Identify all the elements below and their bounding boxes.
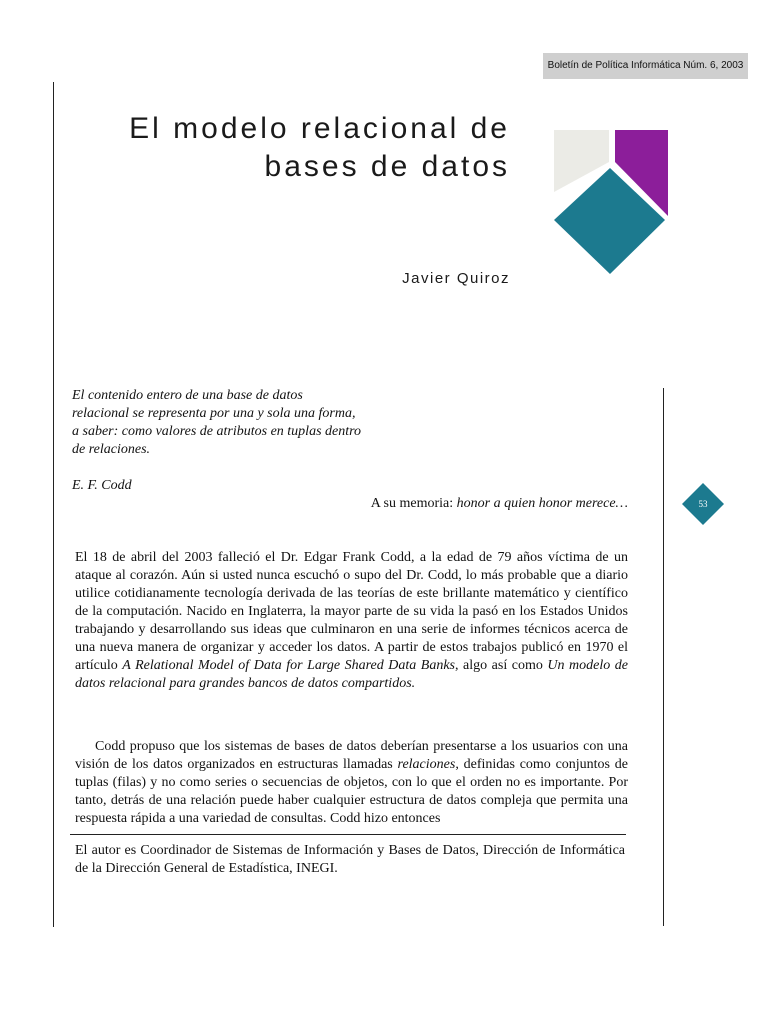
p1-text-b: , algo así como	[455, 658, 548, 673]
footnote-rule	[70, 834, 626, 835]
p2-text-a: Codd propuso que los sistemas de bases de datos deberían presentarse a los usuarios con una visión de los datos organizados en estructuras llamadas	[75, 739, 628, 772]
body-paragraph-1	[75, 549, 628, 693]
p1-article-translation: Un modelo de datos relacional para grandes bancos de datos compartidos.	[75, 658, 628, 691]
article-title	[60, 110, 510, 186]
logo-graphic	[548, 126, 672, 276]
dedication	[280, 496, 628, 512]
page-number: 53	[698, 499, 708, 509]
epigraph-attribution: E. F. Codd	[72, 478, 132, 493]
dedication-prefix: A su memoria:	[370, 496, 457, 511]
author-name: Javier Quiroz	[402, 270, 510, 287]
body-paragraph-2	[75, 738, 628, 828]
author-footnote: El autor es Coordinador de Sistemas de Información y Bases de Datos, Dirección de Informática de la Dirección General de Estadística, INEGI.	[75, 843, 625, 876]
epigraph-quote: El contenido entero de una base de datos relacional se representa por una y sola una forma, a saber: como valores de atributos en tuplas dentro de relaciones.	[72, 388, 362, 457]
p2-text-b: , definidas como conjuntos de tuplas (filas) y no como series o secuencias de objetos, con lo que el orden no es importante. Por tanto, detrás de una relación puede haber cualquier estructura de datos compleja que permita una respuesta rápida a una variedad de consultas. Codd hizo entonces	[75, 757, 628, 826]
p1-text-a: El 18 de abril del 2003 falleció el Dr. Edgar Frank Codd, a la edad de 79 años víctima de un ataque al corazón. Aún si usted nunca escuchó o supo del Dr. Codd, lo más probable que a diario utilice cotidianamente tecnología derivada de las teorías de este brillante matemático y científico de la computación. Nacido en Inglaterra, la mayor parte de su vida la pasó en los Estados Unidos trabajando y desarrollando sus ideas que culminaron en una serie de informes técnicos acerca de una nueva manera de organizar y acceder los datos. A partir de estos trabajos publicó en 1970 el artículo	[75, 550, 628, 673]
bulletin-header: Boletín de Política Informática Núm. 6, 2003	[543, 53, 748, 79]
title-line-2: bases de datos	[264, 150, 510, 183]
p1-article-title: A Relational Model of Data for Large Shared Data Banks	[122, 658, 455, 673]
p2-term: relaciones	[397, 757, 456, 772]
dedication-quote: honor a quien honor merece…	[456, 496, 628, 511]
left-margin-rule	[53, 82, 54, 927]
title-line-1: El modelo relacional de	[129, 112, 510, 145]
right-margin-rule	[663, 388, 664, 926]
